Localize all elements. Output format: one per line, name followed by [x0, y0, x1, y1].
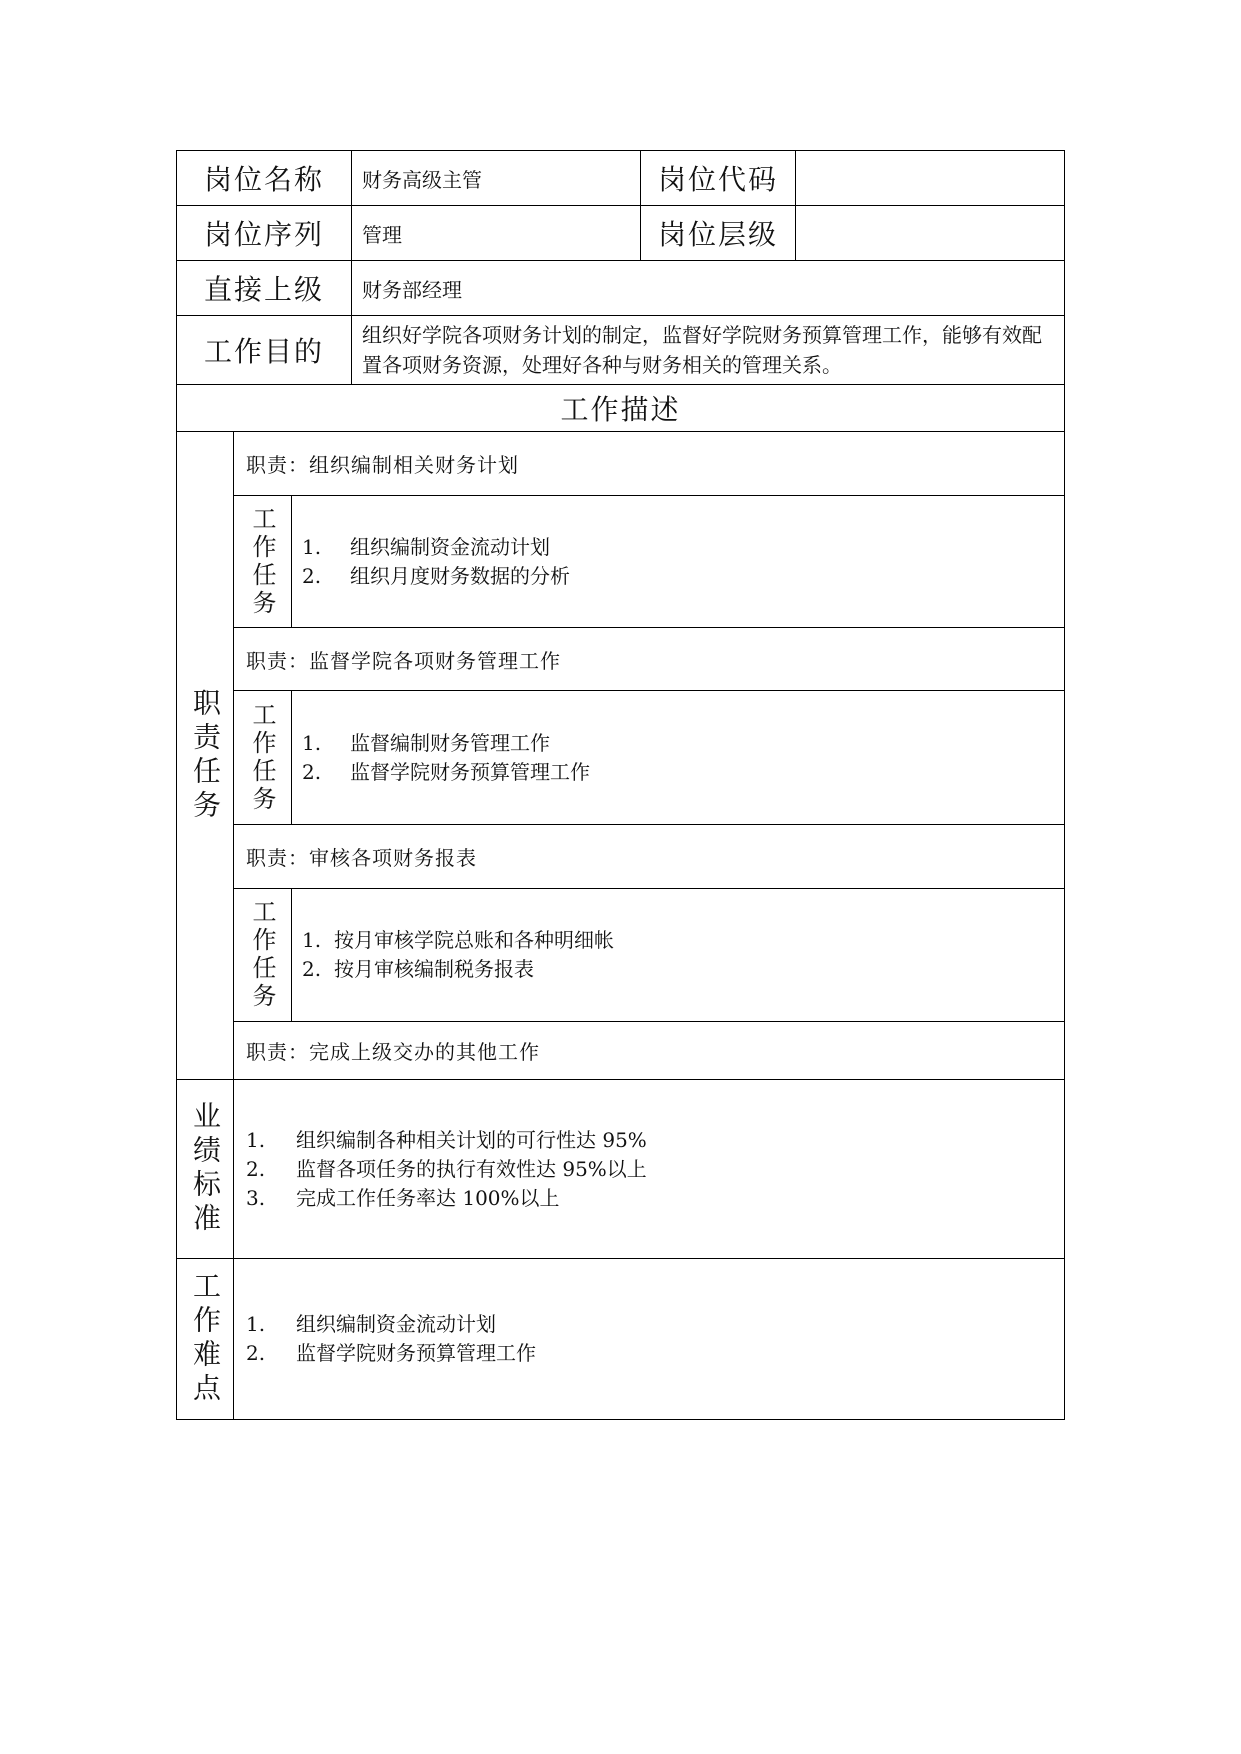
task-list — [291, 888, 1065, 1022]
supervisor-label: 直接上级 — [176, 260, 352, 316]
difficulties-list — [233, 1258, 1065, 1420]
difficulties-label: 工作难点 — [176, 1258, 234, 1420]
position-name-value: 财务高级主管 — [351, 150, 641, 206]
list-text: 完成工作任务率达 100%以上 — [296, 1185, 560, 1210]
list-item — [302, 729, 1064, 758]
position-name-label: 岗位名称 — [176, 150, 352, 206]
list-number: 2. — [246, 1341, 266, 1365]
list-text: 监督编制财务管理工作 — [350, 730, 550, 755]
duty-title: 职责：审核各项财务报表 — [233, 824, 1065, 889]
list-item — [302, 955, 1064, 984]
list-text: 按月审核编制税务报表 — [334, 957, 534, 981]
performance-list — [233, 1079, 1065, 1259]
work-description-heading: 工作描述 — [176, 384, 1065, 432]
list-number: 2. — [302, 957, 322, 981]
purpose-value: 组织好学院各项财务计划的制定，监督好学院财务预算管理工作，能够有效配置各项财务资源，处理好各种与财务相关的管理关系。 — [351, 315, 1065, 385]
position-series-label: 岗位序列 — [176, 205, 352, 261]
supervisor-value: 财务部经理 — [351, 260, 1065, 316]
list-number: 1. — [246, 1312, 266, 1336]
list-text: 监督各项任务的执行有效性达 95%以上 — [296, 1156, 647, 1181]
performance-label: 业绩标准 — [176, 1079, 234, 1259]
list-text: 组织编制资金流动计划 — [296, 1312, 496, 1336]
list-item — [246, 1155, 1064, 1184]
list-text: 监督学院财务预算管理工作 — [350, 759, 590, 784]
list-item — [246, 1310, 1064, 1339]
position-code-label: 岗位代码 — [640, 150, 796, 206]
position-code-value — [795, 150, 1065, 206]
list-number: 2. — [246, 1156, 266, 1181]
list-item — [302, 533, 1064, 562]
list-text: 组织编制资金流动计划 — [350, 534, 550, 559]
job-description-table — [176, 150, 1065, 1420]
list-item — [302, 926, 1064, 955]
list-text: 按月审核学院总账和各种明细帐 — [334, 928, 614, 952]
list-number: 3. — [246, 1185, 266, 1210]
duty-title: 职责：完成上级交办的其他工作 — [233, 1021, 1065, 1080]
position-series-value: 管理 — [351, 205, 641, 261]
purpose-label: 工作目的 — [176, 315, 352, 385]
task-list — [291, 690, 1065, 825]
list-item — [246, 1339, 1064, 1368]
list-text: 监督学院财务预算管理工作 — [296, 1341, 536, 1365]
list-item — [302, 758, 1064, 787]
list-number: 2. — [302, 563, 322, 588]
duty-title: 职责：组织编制相关财务计划 — [233, 431, 1065, 496]
list-text: 组织编制各种相关计划的可行性达 95% — [296, 1127, 647, 1152]
position-level-label: 岗位层级 — [640, 205, 796, 261]
task-list — [291, 495, 1065, 628]
responsibilities-label: 职责任务 — [176, 431, 234, 1080]
list-number: 2. — [302, 759, 322, 784]
list-number: 1. — [302, 928, 322, 952]
list-text: 组织月度财务数据的分析 — [350, 563, 570, 588]
list-item — [302, 562, 1064, 591]
task-label: 工作任务 — [233, 888, 292, 1022]
list-number: 1. — [302, 534, 322, 559]
task-label: 工作任务 — [233, 495, 292, 628]
list-item — [246, 1126, 1064, 1155]
list-item — [246, 1184, 1064, 1213]
duty-title: 职责：监督学院各项财务管理工作 — [233, 627, 1065, 691]
list-number: 1. — [302, 730, 322, 755]
task-label: 工作任务 — [233, 690, 292, 825]
list-number: 1. — [246, 1127, 266, 1152]
position-level-value — [795, 205, 1065, 261]
